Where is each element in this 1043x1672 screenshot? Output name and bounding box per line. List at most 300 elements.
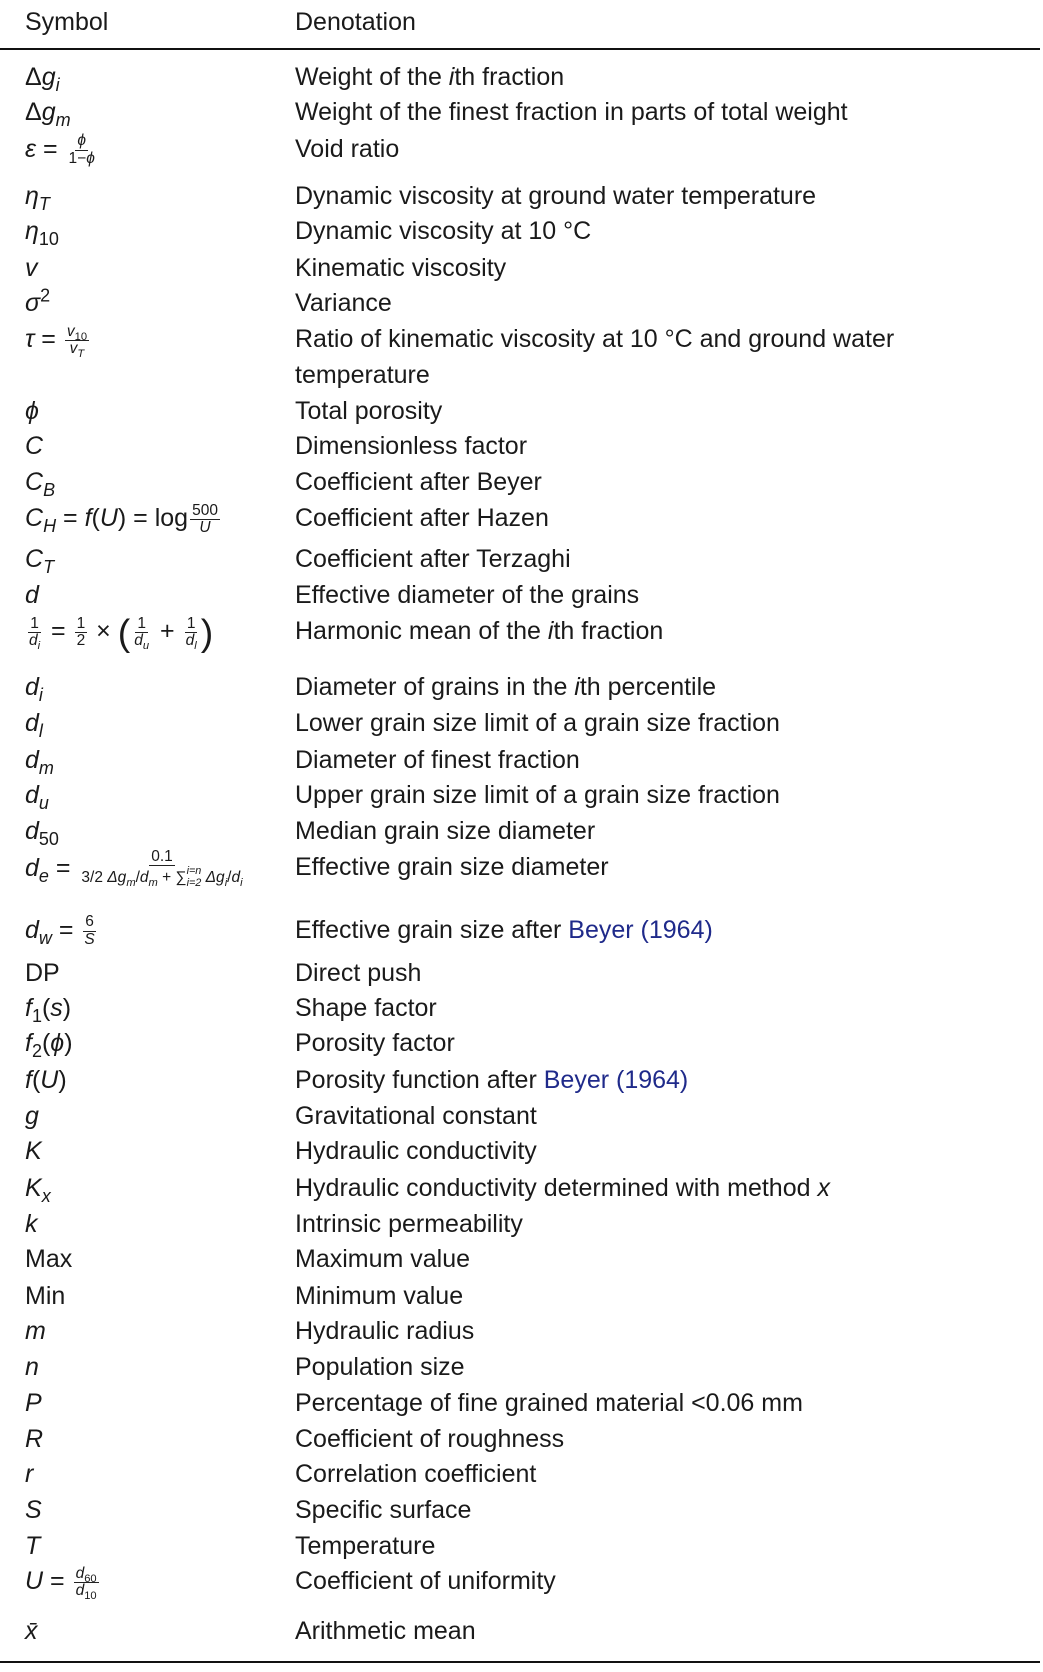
text: Dimensionless factor [295,432,528,461]
symbol-cell [25,541,54,577]
text: = [44,617,73,646]
italic-text: T [77,348,85,361]
symbol-cell [25,500,222,536]
text: Δ [25,98,42,127]
subscript [126,877,135,889]
italic-text: Δg [107,868,127,886]
italic-text: ϕ [77,132,86,150]
fraction [67,133,97,167]
italic-text: x̄ [25,1616,38,1645]
subscript [39,685,43,705]
italic-text: d [75,1565,85,1583]
italic-text: ε [25,134,36,163]
subscript [39,758,54,778]
symbol-cell [25,131,99,167]
text: 1 [30,614,39,632]
fraction [79,849,244,890]
text: Upper grain size limit of a grain size fraction [295,781,780,809]
symbol-cell [25,428,43,464]
italic-text: C [25,467,44,496]
text: Porosity function after [295,1065,544,1094]
text: ) [58,1065,67,1094]
numerator [135,616,148,633]
text: Median grain size diameter [295,817,596,846]
text: th fraction [454,63,565,92]
italic-text: d [25,853,39,882]
symbol-cell [25,393,39,429]
italic-text: τ [25,325,35,354]
italic-text: d [75,1582,85,1600]
text: 1 [186,614,196,632]
text: Hydraulic conductivity determined with method [295,1173,818,1202]
denotation-cell [295,1241,1005,1277]
text: Void ratio [295,134,400,163]
italic-text: C [25,544,44,573]
denotation-cell [295,178,1005,214]
text: 10 [38,229,59,250]
symbol-cell [25,849,247,890]
fraction [82,914,96,948]
italic-text: U [40,1065,59,1094]
symbol-cell [25,1278,65,1314]
text: Hydraulic conductivity [295,1137,537,1166]
numerator [74,1565,99,1586]
denotation-cell [295,464,1005,500]
symbol-cell [25,285,50,321]
italic-text: m [25,1317,46,1346]
italic-text: i [574,672,580,701]
text: Min [25,1281,66,1310]
text: 1 [76,614,86,632]
italic-text: P [25,1388,42,1417]
text: Percentage of fine grained material <0.06 mm [295,1388,803,1417]
text: Effective diameter of the grains [295,580,640,609]
italic-text: S [84,930,95,948]
text: = [34,325,63,354]
subscript [56,75,60,95]
text: Arithmetic mean [295,1616,476,1645]
italic-text: u [142,640,150,653]
text: 0.1 [151,847,173,865]
fraction [75,616,88,650]
fraction [65,322,89,361]
italic-text: d [29,632,38,650]
text: 60 [84,1573,97,1586]
fraction [132,614,151,653]
symbol-cell [25,1313,46,1349]
denotation-cell [295,285,1005,321]
italic-text: i [37,640,41,653]
italic-text: m [38,757,54,778]
italic-text: f [25,1029,32,1058]
text: + ∑ [157,868,187,886]
denotation-cell [295,213,1005,249]
text: Coefficient after Hazen [295,503,549,532]
italic-text: i [448,63,455,92]
denotation-cell [295,541,1005,577]
denotation-cell [295,777,1005,813]
text: Diameter of finest fraction [295,745,580,774]
text: Specific surface [295,1495,472,1524]
denominator [197,520,212,536]
italic-text: g [41,98,56,127]
italic-text: u [38,793,49,813]
italic-text: n [25,1353,39,1382]
subscript [39,866,49,886]
symbol-cell [25,1025,73,1061]
italic-text: l [194,640,197,653]
text: = [56,503,85,532]
italic-text: i [38,684,43,705]
symbol-cell [25,1349,39,1385]
denominator [67,151,97,167]
italic-text: x [817,1173,830,1202]
symbol-cell [25,1170,51,1206]
subscript [77,348,84,360]
italic-text: v [25,253,38,282]
subscript [39,793,49,813]
symbol-cell [25,213,59,249]
text: ) [64,1029,73,1058]
symbol-cell [25,1528,40,1564]
text: ) [62,993,72,1022]
text: Gravitational constant [295,1102,537,1130]
italic-text: w [38,927,52,948]
symbol-cell [25,59,60,95]
text: Lower grain size limit of a grain size fraction [295,709,780,738]
parenthesis: ) [200,611,214,654]
denominator [68,340,87,361]
denotation-cell [295,1313,1005,1349]
text: 50 [38,829,59,850]
italic-text: v [69,340,78,358]
denominator [132,632,151,653]
citation-link[interactable]: Beyer (1964) [568,915,713,944]
column-header-symbol: Symbol [25,8,109,36]
denotation-cell [295,1062,1005,1098]
numerator [185,616,198,633]
italic-text: d [25,781,39,809]
italic-text: η [25,181,39,210]
symbol-cell [25,178,50,214]
text: Intrinsic permeability [295,1210,523,1239]
italic-text: K [25,1137,42,1166]
italic-text: d [25,709,39,738]
symbol-cell [25,1098,39,1134]
symbol-cell [25,611,214,654]
numerator [190,503,220,520]
symbol-cell [25,1613,38,1649]
text: Dynamic viscosity at ground water temperature [295,181,817,210]
numerator [75,616,88,633]
limit: i=2 [186,876,202,889]
italic-text: i [547,617,554,646]
symbol-cell [25,94,71,130]
symbol-cell [25,1421,43,1457]
text: Weight of the finest fraction in parts of total weight [295,98,848,127]
italic-text: U [199,518,211,536]
text: / [227,868,232,886]
limit: i=n [186,864,202,877]
denotation-cell [295,1492,1005,1528]
text: Minimum value [295,1281,464,1310]
text: = [43,1567,72,1596]
denotation-cell [295,912,1005,948]
italic-text: R [25,1425,44,1454]
italic-text: T [25,1532,41,1561]
denominator [75,633,88,649]
text: ( [41,993,51,1022]
text: Temperature [295,1532,436,1561]
column-header-denotation: Denotation [295,8,416,36]
italic-text: ϕ [25,396,39,425]
denotation-cell [295,1563,1005,1599]
italic-text: f [84,503,92,532]
subscript [43,516,56,536]
italic-text: m [126,877,136,890]
italic-text: U [99,503,118,532]
text: = [48,853,78,882]
denominator [82,932,96,948]
italic-text: ϕ [50,1029,65,1058]
symbol-cell [25,1206,38,1242]
symbol-cell [25,912,99,948]
italic-text: d [25,672,39,701]
denotation-cell [295,849,1005,885]
fraction [190,503,220,537]
denominator [74,1582,99,1603]
symbol-cell [25,990,71,1026]
text: Effective grain size after [295,915,569,944]
subscript [38,640,40,652]
bottom-rule [0,1661,1040,1663]
italic-text: f [25,993,32,1022]
symbol-cell [25,1492,42,1528]
text: Correlation coefficient [295,1460,537,1489]
symbol-cell [25,813,59,849]
text: th percentile [579,672,717,701]
denotation-cell [295,250,1005,286]
text: 1− [68,149,87,167]
symbol-cell [25,464,55,500]
italic-text: e [38,865,49,886]
italic-text: x [41,1185,51,1206]
text: Diameter of grains in the [295,672,575,701]
denominator [79,866,244,890]
italic-text: d [25,580,39,609]
italic-text: g [41,63,56,92]
text: = [36,134,65,163]
denotation-cell [295,1170,1005,1206]
italic-text: d [231,868,241,886]
text: Coefficient after Terzaghi [295,544,571,573]
subscript [43,557,54,577]
italic-text: r [25,1460,34,1489]
subscript [143,640,149,652]
italic-text: η [25,217,39,246]
numerator [28,616,41,633]
symbol-cell [25,1241,72,1277]
denotation-cell [295,1385,1005,1421]
denotation-cell [295,990,1005,1026]
text: Porosity factor [295,1029,455,1058]
denotation-cell [295,577,1005,613]
sum-limits [187,866,202,890]
subscript [39,194,50,214]
symbol-cell [25,705,43,741]
subscript [84,1590,96,1602]
italic-text: K [25,1173,42,1202]
subscript [39,928,52,948]
symbol-cell [25,1062,67,1098]
text: 2 [31,1041,42,1062]
denotation-cell [295,428,1005,464]
italic-text: l [38,721,43,742]
parenthesis: ( [117,611,131,654]
text: Max [25,1245,73,1274]
italic-text: m [55,110,71,131]
subscript [32,1006,42,1026]
denotation-cell [295,1456,1005,1492]
italic-text: Δg [205,868,225,886]
denotation-cell [295,1025,1005,1061]
text: Direct push [295,958,422,987]
denominator [184,632,199,653]
denotation-cell [295,742,1005,778]
symbol-cell [25,321,91,361]
citation-link[interactable]: Beyer (1964) [543,1065,689,1094]
text: ( [91,503,100,532]
text: 10 [74,330,88,343]
italic-text: C [25,432,44,461]
denotation-cell [295,94,1005,130]
text: 10 [84,1590,97,1603]
italic-text: d [25,745,39,774]
text: 1 [31,1005,42,1026]
italic-text: d [25,817,39,846]
denotation-cell [295,1206,1005,1242]
fraction [184,614,199,653]
denotation-cell [295,613,1005,649]
italic-text: g [25,1102,39,1130]
denotation-cell [295,59,1005,95]
symbol-cell [25,955,60,991]
numerator [65,324,89,341]
symbol-cell [25,669,43,705]
text: 2 [40,285,51,306]
text: Population size [295,1353,465,1382]
italic-text: d [185,632,195,650]
text: 3/2 [81,868,108,886]
denotation-cell [295,500,1005,536]
denominator [27,632,42,653]
denotation-cell [295,1349,1005,1385]
denotation-cell [295,955,1005,991]
denotation-cell [295,1421,1005,1457]
denotation-cell [295,1528,1005,1564]
text: Coefficient of roughness [295,1425,565,1454]
italic-text: d [134,632,143,650]
text: × [89,617,118,646]
subscript [39,829,59,849]
denotation-cell [295,705,1005,741]
italic-text: i [224,877,228,890]
text: Coefficient of uniformity [295,1567,556,1596]
subscript [39,229,59,249]
symbol-cell [25,1385,42,1421]
text: 2 [76,632,86,650]
text: 6 [85,913,94,931]
subscript [194,640,196,652]
italic-text: m [148,877,158,890]
italic-text: T [43,556,55,577]
denotation-cell [295,1613,1005,1649]
denotation-cell [295,393,1005,429]
denotation-cell [295,321,1005,393]
denotation-cell [295,1098,1005,1134]
subscript [43,480,55,500]
text: 500 [192,501,218,519]
denotation-cell [295,1278,1005,1314]
text: Effective grain size diameter [295,852,609,881]
subscript [149,877,158,889]
denotation-cell [295,669,1005,705]
italic-text: f [25,1065,32,1094]
text: / [135,868,140,886]
subscript [240,877,242,889]
text: ( [41,1029,51,1058]
italic-text: B [43,479,56,500]
numerator [75,133,88,150]
text: th fraction [553,617,664,646]
numerator [149,849,175,866]
text: Dynamic viscosity at 10 °C [295,217,592,246]
denotation-cell [295,1133,1005,1169]
text: Weight of the [295,63,449,92]
text: Total porosity [295,396,443,425]
symbol-cell [25,1133,42,1169]
italic-text: v [66,322,75,340]
fraction [27,614,42,653]
italic-text: i [55,75,60,96]
symbol-cell [25,577,39,613]
fraction [74,1565,99,1603]
italic-text: k [25,1210,38,1239]
italic-text: C [25,503,44,532]
text: 1 [137,614,146,632]
text: DP [25,958,60,987]
symbol-cell [25,250,38,286]
italic-text: i [240,877,243,890]
italic-text: T [38,193,50,214]
text: Ratio of kinematic viscosity at 10 °C and ground water temperature [295,325,895,390]
header-rule [0,48,1040,50]
symbol-cell [25,1456,33,1492]
text: = [51,915,81,944]
symbol-cell [25,1563,101,1603]
text: + [153,617,182,646]
subscript [32,1041,42,1061]
italic-text: U [25,1567,44,1596]
symbol-cell [25,742,54,778]
italic-text: ϕ [86,149,95,167]
denotation-cell [295,813,1005,849]
italic-text: d [139,868,149,886]
italic-text: s [50,993,63,1022]
italic-text: H [43,515,57,536]
denotation-cell [295,131,1005,167]
text: Harmonic mean of the [295,617,548,646]
